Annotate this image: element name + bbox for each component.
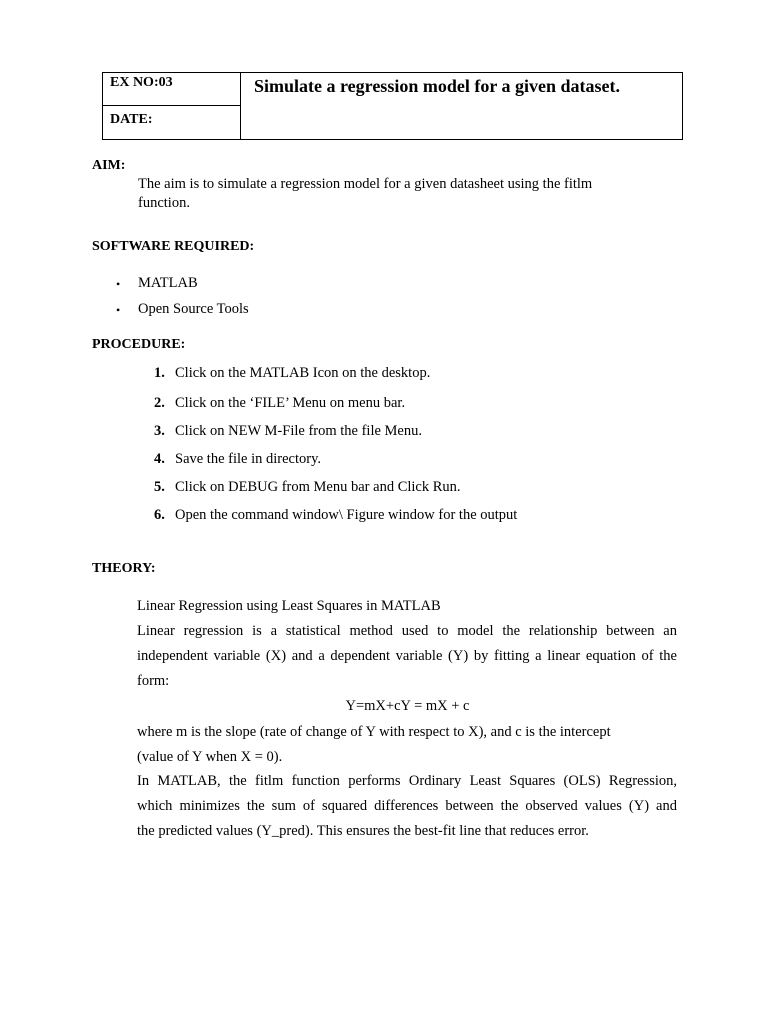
step-text: Save the file in directory.	[175, 451, 322, 467]
theory-subtitle: Linear Regression using Least Squares in MATLAB	[137, 598, 441, 614]
theory-para3-line: In MATLAB, the fitlm function performs Ordinary Least Squares (OLS) Regression,	[137, 773, 677, 789]
aim-line-2: function.	[138, 195, 190, 211]
theory-para3-line: which minimizes the sum of squared differences between the observed values (Y) and	[137, 798, 677, 814]
regression-equation: Y=mX+cY = mX + c	[345, 698, 470, 714]
bullet-icon: •	[116, 303, 121, 317]
header-left-column	[103, 73, 241, 139]
theory-para1-line: independent variable (X) and a dependent variable (Y) by fitting a linear equation of the	[137, 648, 677, 664]
step-text: Open the command window\ Figure window for the output	[175, 507, 518, 523]
step-text: Click on the MATLAB Icon on the desktop.	[175, 365, 431, 381]
theory-para1-line: form:	[137, 673, 170, 689]
software-heading: SOFTWARE REQUIRED:	[92, 239, 255, 254]
step-text: Click on DEBUG from Menu bar and Click Run.	[175, 479, 461, 495]
date-cell: DATE:	[110, 112, 153, 127]
procedure-heading: PROCEDURE:	[92, 337, 186, 352]
theory-heading: THEORY:	[92, 561, 156, 576]
theory-para2-line: (value of Y when X = 0).	[137, 749, 283, 765]
step-number: 6.	[154, 507, 165, 523]
step-number: 3.	[154, 423, 165, 439]
bullet-icon: •	[116, 277, 121, 291]
theory-para1-line: Linear regression is a statistical method used to model the relationship between an	[137, 623, 677, 639]
theory-para2-line: where m is the slope (rate of change of Y with respect to X), and c is the intercept	[137, 724, 611, 740]
software-item-open-source: Open Source Tools	[138, 301, 249, 317]
theory-para3-line: the predicted values (Y_pred). This ensures the best-fit line that reduces error.	[137, 823, 589, 839]
aim-line-1: The aim is to simulate a regression model for a given datasheet using the fitlm	[138, 176, 593, 192]
header-table	[102, 72, 683, 140]
aim-heading: AIM:	[92, 158, 126, 173]
step-number: 1.	[154, 365, 165, 381]
exercise-title: Simulate a regression model for a given dataset.	[254, 76, 620, 96]
ex-no-cell: EX NO:03	[103, 73, 240, 106]
step-number: 5.	[154, 479, 165, 495]
step-text: Click on the ‘FILE’ Menu on menu bar.	[175, 395, 406, 411]
step-number: 2.	[154, 395, 165, 411]
step-text: Click on NEW M-File from the file Menu.	[175, 423, 422, 439]
step-number: 4.	[154, 451, 165, 467]
software-item-matlab: MATLAB	[138, 275, 198, 291]
